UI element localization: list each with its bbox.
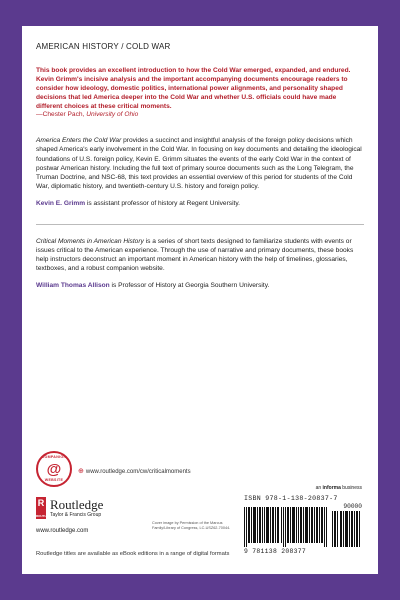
publisher-website: www.routledge.com [36,528,89,534]
badge-top-text: COMPANION [41,455,67,459]
description-text: provides a succinct and insightful analysis of the foreign policy decisions which shaped America's early involvement in the Cold War. In focusing on key documents and detailing the ideological foundations of U.S. foreign policy, Kevin E. Grimm situates the events of the early Cold War in the context of postwar American history. Including the full text of primary source documents such as the Long Telegram, the Truman Doctrine, and NSC-68, this text provides an essential overview of this period for students of the Cold War, diplomatic history, and twentieth-century U.S. history and foreign policy. [36,137,362,190]
editor-bio-text: is Professor of History at Georgia Southern University. [109,282,270,290]
publisher-group: Taylor & Francis Group [50,512,102,518]
isbn-text: ISBN 978-1-138-20837-7 [244,495,338,502]
barcode-bars [244,507,328,547]
editor-bio [36,281,364,290]
series-description [36,237,364,273]
endorser-name: —Chester Pach, [36,111,87,119]
endorsement-quote: This book provides an excellent introduction to how the Cold War emerged, expanded, and endured. Kevin Grimm's incisive analysis and the important accompanying documents encourage readers to consider how ideology, domestic politics, international power alignments, and personality shaped decisions that led America deeper into the Cold War and whether U.S. officials could have made different choices at these critical moments. [36,67,351,110]
author-bio-text: is assistant professor of history at Regent University. [85,199,241,207]
publisher-name: Routledge [50,497,104,512]
informa-name: informa [322,485,341,491]
companion-website-badge [36,451,72,487]
price-code: 90000 [343,503,362,510]
badge-bottom-text: WEBSITE [44,478,64,482]
informa-business-label: an informa business [315,485,362,491]
companion-url-text: www.routledge.com/cw/criticalmoments [85,469,191,475]
book-description [36,136,364,191]
series-title: Critical Moments in American History [36,238,144,245]
routledge-mark-icon: R ROUTLEDGE [36,498,55,518]
companion-url [78,467,191,475]
section-divider [36,224,364,225]
cover-footer [36,451,364,571]
endorser-affiliation: University of Ohio [86,111,139,119]
endorsement-attribution [36,111,364,120]
category-label: AMERICAN HISTORY / COLD WAR [36,42,171,51]
book-title: America Enters the Cold War [36,137,122,145]
editor-name: William Thomas Allison [36,282,110,290]
barcode-number: 9 781138 208377 [244,548,307,555]
ebook-note: Routledge titles are available as eBook editions in a range of digital formats [36,551,230,557]
author-bio [36,199,364,208]
cover-image-credit: Cover image by Permission of the Marcus Family/Library of Congress, LC-USZ62-70044. [152,521,231,530]
back-cover-panel [22,26,378,574]
routledge-mark-text: ROUTLEDGE [36,514,55,518]
barcode [244,495,362,559]
price-barcode-bars [332,511,360,547]
author-name: Kevin E. Grimm [36,199,86,207]
globe-icon: ⊕ [78,468,84,475]
series-text: is a series of short texts designed to familiarize students with events or issues critical to the American experience. Through the use of narrative and primary documents, these books help instructors deconstruct an important moment in American history with the help of timelines, glossaries, textboxes, and a robust companion website. [36,238,354,273]
at-sign-icon: @ [46,460,62,478]
